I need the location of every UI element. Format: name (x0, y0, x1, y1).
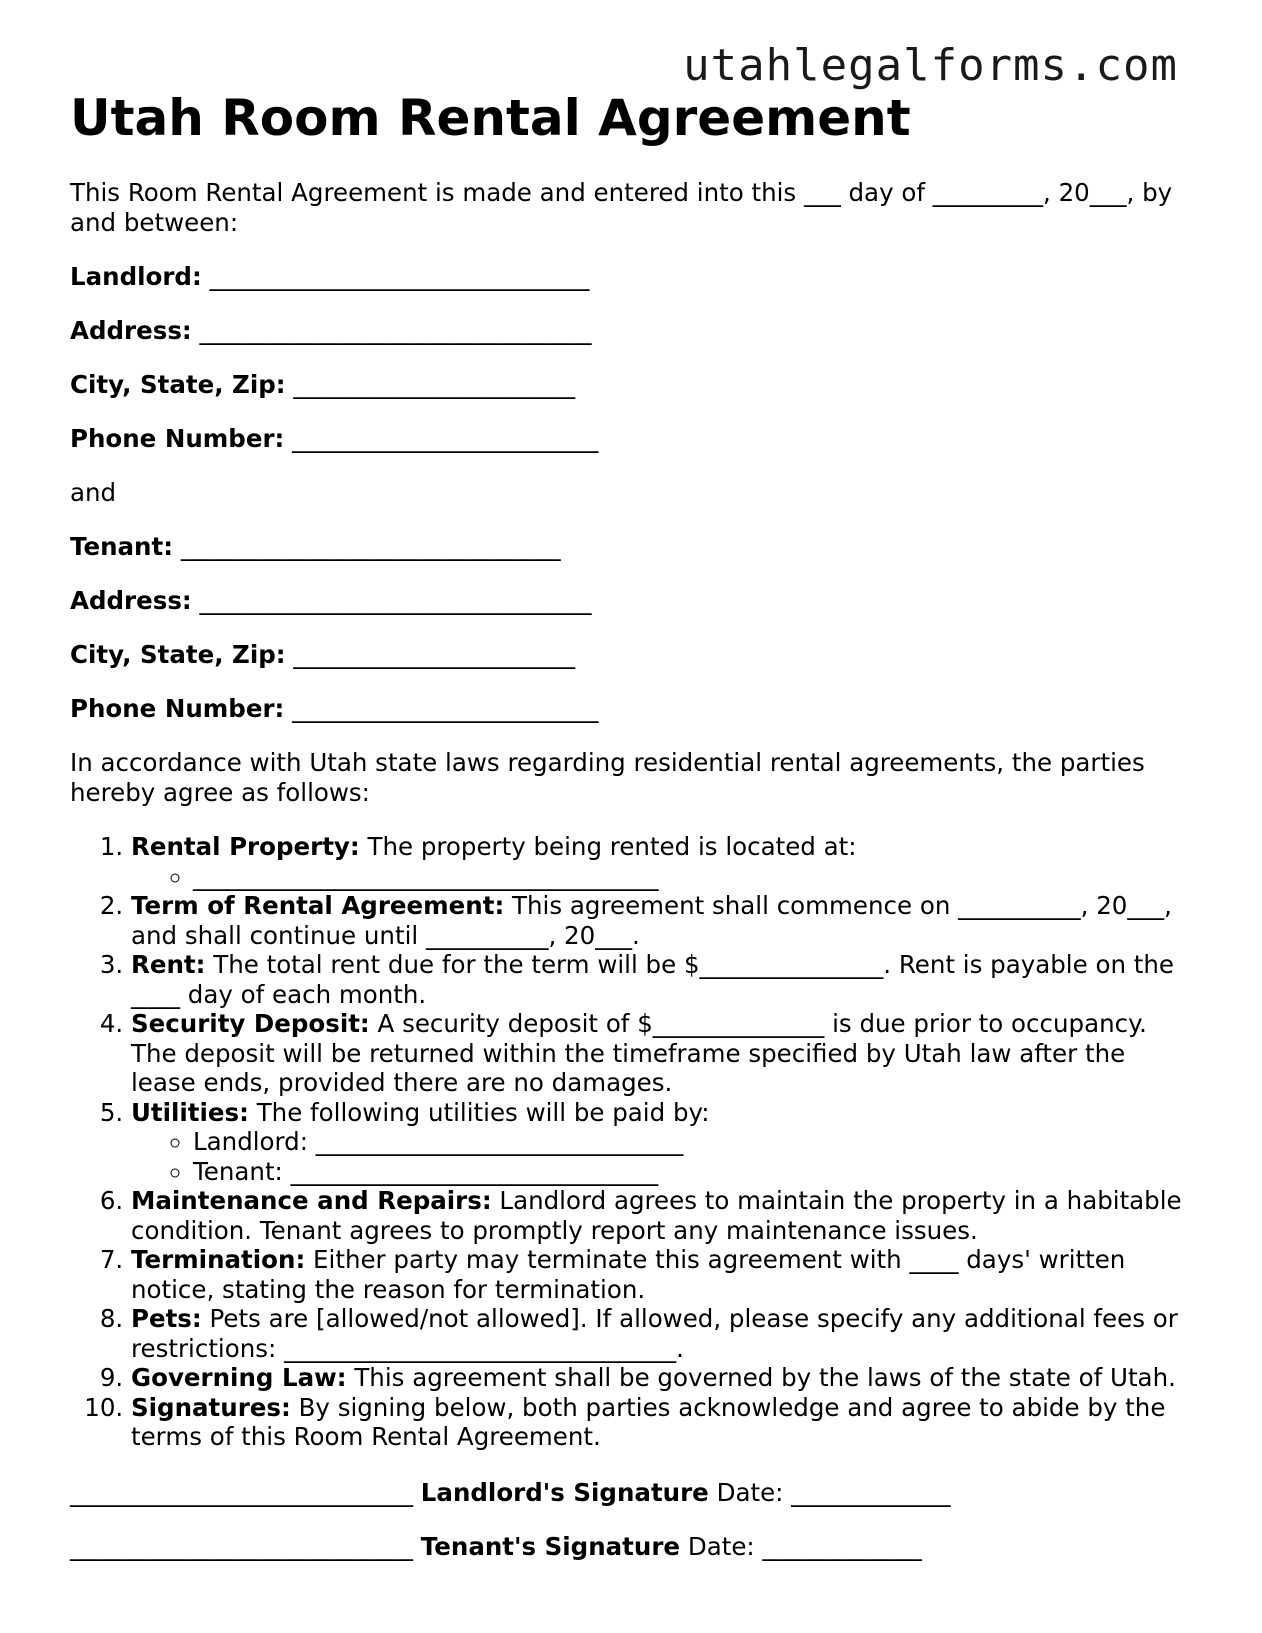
field-label: Phone Number: (70, 694, 285, 723)
date-label: Date: (687, 1531, 755, 1561)
signature-blank: ____________________________ (70, 1531, 413, 1561)
tenant-name-field (70, 532, 1190, 562)
date-blank: _____________ (791, 1477, 951, 1507)
term-rental-property (131, 832, 1190, 891)
term-heading: Utilities: (131, 1097, 249, 1127)
term-pets (131, 1304, 1190, 1363)
accordance-paragraph: In accordance with Utah state laws regarding residential rental agreements, the parties hereby agree as follows: (70, 748, 1145, 807)
tenant-city-state-zip-field (70, 640, 1190, 670)
intro-paragraph: This Room Rental Agreement is made and entered into this ___ day of _________, 20___, by and between: (70, 178, 1173, 237)
field-blank: ________________________________ (199, 316, 592, 345)
term-sublist (131, 1127, 1190, 1186)
field-label: Address: (70, 586, 192, 615)
field-blank: _________________________ (292, 424, 599, 453)
term-text: Either party may terminate this agreement with ____ days' written notice, stating the reason for termination. (131, 1245, 1126, 1304)
signature-label: Tenant's Signature (420, 1531, 681, 1561)
signature-label: Landlord's Signature (420, 1477, 709, 1507)
document-title: Utah Room Rental Agreement (70, 89, 911, 147)
field-label: Tenant: (70, 532, 174, 561)
field-blank: _______________________ (293, 640, 576, 669)
term-heading: Signatures: (131, 1392, 291, 1422)
term-text: Landlord agrees to maintain the property in a habitable condition. Tenant agrees to promptly report any maintenance issues. (131, 1186, 1182, 1245)
term-rental-term (131, 891, 1190, 950)
date-label: Date: (716, 1477, 784, 1507)
landlord-city-state-zip-field (70, 370, 1190, 400)
term-text: Pets are [allowed/not allowed]. If allowed, please specify any additional fees or restrictions: ________________________________. (131, 1304, 1178, 1363)
term-heading: Maintenance and Repairs: (131, 1186, 492, 1215)
field-blank: _________________________ (292, 694, 599, 723)
landlord-phone-field (70, 424, 1190, 454)
term-text: The total rent due for the term will be $_______________. Rent is payable on the ____ day of each month. (131, 950, 1174, 1009)
landlord-name-field (70, 262, 1190, 292)
term-governing-law (131, 1363, 1190, 1393)
tenant-signature-line (70, 1532, 1190, 1562)
sub-item-tenant-utilities: ◦ Tenant: ______________________________ (193, 1157, 1190, 1187)
field-label: City, State, Zip: (70, 640, 286, 669)
date-blank: _____________ (762, 1531, 922, 1561)
and-connector: and (70, 478, 117, 507)
term-maintenance (131, 1186, 1190, 1245)
tenant-address-field (70, 586, 1190, 616)
tenant-block (70, 532, 1190, 724)
term-text: This agreement shall be governed by the laws of the state of Utah. (354, 1363, 1176, 1392)
field-blank: ________________________________ (199, 586, 592, 615)
term-heading: Security Deposit: (131, 1009, 370, 1038)
agreement-document (70, 86, 1190, 1562)
term-heading: Termination: (131, 1245, 306, 1274)
field-label: Phone Number: (70, 424, 285, 453)
tenant-phone-field (70, 694, 1190, 724)
term-signatures (131, 1393, 1190, 1452)
term-utilities (131, 1098, 1190, 1187)
landlord-address-field (70, 316, 1190, 346)
landlord-signature-line (70, 1478, 1190, 1508)
sub-item-landlord-utilities: ◦ Landlord: ______________________________ (193, 1127, 1190, 1157)
term-heading: Governing Law: (131, 1363, 347, 1392)
field-label: City, State, Zip: (70, 370, 286, 399)
term-text: The following utilities will be paid by: (256, 1097, 710, 1127)
field-blank: _______________________________ (209, 262, 590, 291)
terms-list (70, 832, 1190, 1452)
term-text: A security deposit of $______________ is due prior to occupancy. The deposit will be returned within the timeframe specified by Utah law after the lease ends, provided there are no damages. (131, 1009, 1147, 1097)
term-heading: Rental Property: (131, 832, 360, 861)
term-security-deposit (131, 1009, 1190, 1098)
term-heading: Term of Rental Agreement: (131, 891, 505, 920)
term-text: By signing below, both parties acknowledge and agree to abide by the terms of this Room Rental Agreement. (131, 1392, 1166, 1451)
field-blank: _______________________ (293, 370, 576, 399)
term-text: This agreement shall commence on __________, 20___, and shall continue until __________, 20___. (131, 891, 1172, 950)
signature-blank: ____________________________ (70, 1477, 413, 1507)
term-sublist (131, 862, 1190, 892)
field-label: Address: (70, 316, 192, 345)
term-heading: Pets: (131, 1304, 202, 1333)
sub-item: ◦ ______________________________________ (193, 862, 1190, 892)
term-termination (131, 1245, 1190, 1304)
term-rent (131, 950, 1190, 1009)
term-text: The property being rented is located at: (367, 832, 857, 861)
site-watermark: utahlegalforms.com (683, 40, 1178, 91)
field-blank: _______________________________ (180, 532, 561, 561)
field-label: Landlord: (70, 262, 202, 291)
landlord-block (70, 262, 1190, 454)
term-heading: Rent: (131, 950, 206, 979)
